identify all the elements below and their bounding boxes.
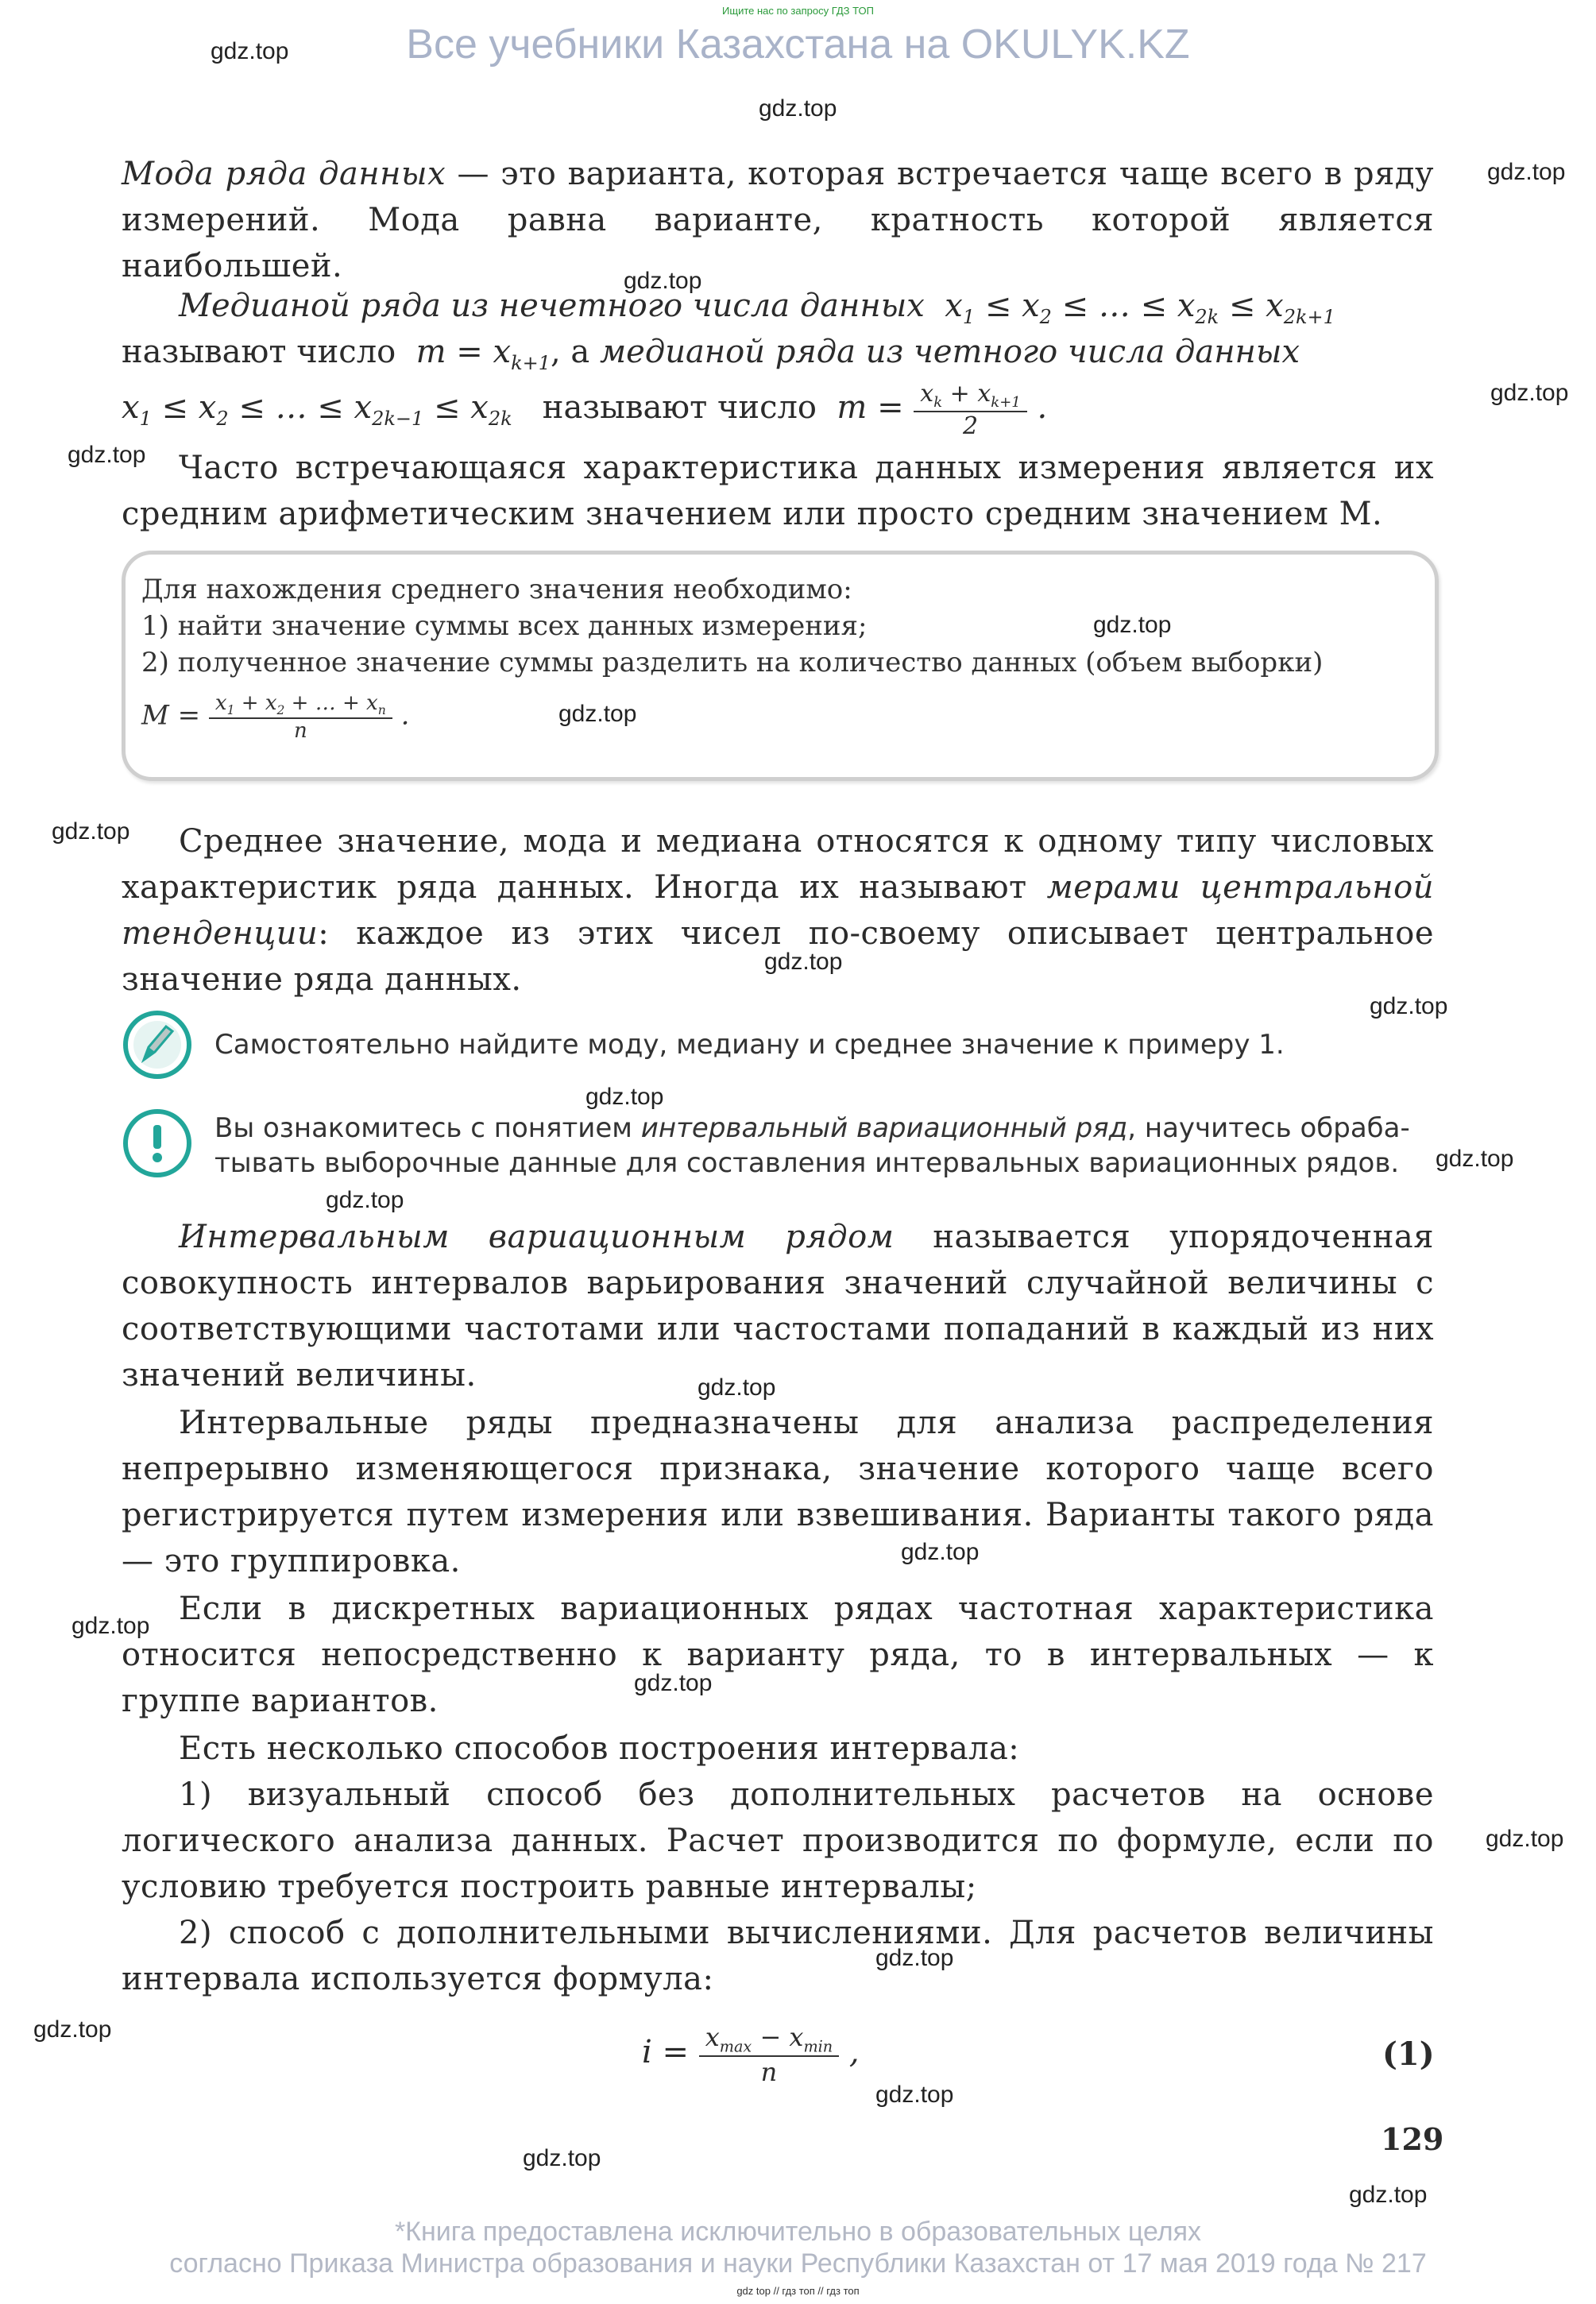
math-median-even: m = $\frac{x_k + x_{k+1}}{2}$ . <box>826 380 1048 440</box>
method-2-text: 2) способ с дополнительными вычислениями. Для расчетов величины интервала используется формула: <box>122 1915 1434 1997</box>
watermark: gdz.top <box>634 1670 713 1696</box>
method-1-text: 1) визуальный способ без дополнительных расчетов на основе логического анализа данных. Расчет производится по формуле, если по условию требуется построить равные интервалы; <box>122 1776 1434 1905</box>
note-learning-goal-line-2: тывать выборочные данные для составления интервальных вариационных рядов. <box>214 1147 1400 1179</box>
watermark: gdz.top <box>764 949 843 975</box>
conjunction: , а <box>551 334 590 370</box>
footer-line-2: согласно Приказа Министра образования и науки Республики Казахстан от 17 мая 2019 года № 217 <box>169 2248 1427 2279</box>
page-number: 129 <box>1381 2121 1444 2157</box>
watermark: gdz.top <box>71 1613 150 1639</box>
note-self-practice: Самостоятельно найдите моду, медиану и среднее значение к примеру 1. <box>214 1029 1285 1061</box>
watermark: gdz.top <box>211 38 289 64</box>
discrete-vs-interval-text: Если в дискретных вариационных рядах частотная характеристика относится непосредственно к варианту ряда, то в интервальных — к группе вариантов. <box>122 1591 1434 1719</box>
watermark: gdz.top <box>1349 2182 1428 2208</box>
median-odd-line <box>179 288 1335 328</box>
watermark: gdz.top <box>558 701 637 727</box>
watermark: gdz.top <box>1370 993 1448 1019</box>
note-goal-text-b: , научитесь обраба- <box>1127 1112 1410 1144</box>
paragraph-interval-definition <box>122 1214 1434 1398</box>
watermark: gdz.top <box>901 1539 980 1565</box>
watermark: gdz.top <box>33 2016 112 2043</box>
watermark: gdz.top <box>1490 380 1569 406</box>
paragraph-methods-intro <box>122 1726 1434 1772</box>
watermark: gdz.top <box>1093 612 1172 638</box>
paragraph-mode-definition <box>122 151 1434 289</box>
watermark: gdz.top <box>698 1374 776 1401</box>
rule-line-2: 1) найти значение суммы всех данных измерения; <box>141 610 868 642</box>
note-goal-text-a: Вы ознакомитесь с понятием <box>214 1112 632 1144</box>
paragraph-discrete-vs-interval <box>122 1586 1434 1724</box>
paragraph-interval-purpose <box>122 1400 1434 1584</box>
rule-line-1: Для нахождения среднего значения необходимо: <box>141 574 852 605</box>
watermark: gdz.top <box>68 442 146 468</box>
top-search-note: Ищите нас по запросу ГДЗ ТОП <box>722 5 874 17</box>
term-mode: Мода ряда данных <box>122 156 446 192</box>
watermark: gdz.top <box>523 2145 601 2171</box>
methods-intro-text: Есть несколько способов построения интервала: <box>179 1730 1020 1767</box>
watermark: gdz.top <box>759 95 837 122</box>
rule-line-3: 2) полученное значение суммы разделить на количество данных (объем выборки) <box>141 647 1324 678</box>
median-odd-tail: называют число <box>122 334 396 370</box>
paragraph-method-2 <box>122 1910 1434 2002</box>
paragraph-mean <box>122 445 1434 537</box>
math-even-sequence: $x_1 \le x_2$ ≤ … ≤ $x_{2k-1} \le x_{2k}$ <box>122 389 512 430</box>
interval-purpose-text: Интервальные ряды предназначены для анализа распределения непрерывно изменяющегося признака, значение которого чаще всего регистрируется путем измерения или взвешивания. Варианты такого ряда — это группировка. <box>122 1405 1434 1579</box>
watermark: gdz.top <box>1487 159 1566 185</box>
paragraph-central-tendency <box>122 818 1434 1003</box>
term-median-odd: Медианой ряда из нечетного числа данных <box>179 288 925 324</box>
pencil-icon <box>123 1011 191 1079</box>
term-central-tendency: мерами центральной тенденции <box>122 869 1434 952</box>
math-median-odd: $m = x_{k+1}$ <box>405 334 551 374</box>
note-learning-goal-line-1 <box>214 1112 1410 1144</box>
mode-definition-text: — это варианта, которая встречается чаще всего в ряду измерений. Мода равна варианте, кратность которой является наибольшей. <box>122 156 1435 284</box>
interval-formula: i = $\frac{x_{max} - x_{min}}{n}$ , <box>642 2022 860 2088</box>
watermark: gdz.top <box>326 1187 404 1213</box>
site-banner[interactable]: Все учебники Казахстана на OKULYK.KZ <box>406 21 1190 68</box>
footer-tiny-links[interactable]: gdz top // гдз топ // гдз топ <box>736 2285 860 2297</box>
formula-number: (1) <box>1382 2035 1435 2073</box>
math-odd-sequence: $x_1 \le x_2$ ≤ … ≤ $x_{2k} \le x_{2k+1}$ <box>934 288 1335 328</box>
median-even-line <box>122 334 1300 374</box>
watermark: gdz.top <box>1486 1826 1564 1852</box>
footer-line-1: *Книга предоставлена исключительно в образовательных целях <box>394 2217 1202 2247</box>
term-interval-series: интервальный вариационный ряд <box>640 1112 1128 1144</box>
median-even-formula-line <box>122 380 1047 440</box>
paragraph-method-1 <box>122 1772 1434 1910</box>
exclamation-icon <box>123 1109 191 1177</box>
central-tendency-text-b: : каждое из этих чисел по-своему описывает центральное значение ряда данных. <box>122 915 1434 998</box>
term-median-even: медианой ряда из четного числа данных <box>600 334 1300 370</box>
interval-definition-text: называется упорядоченная совокупность интервалов варьирования значений случайной величины с соответствующими частотами или частостами попаданий в каждый из них значений величины. <box>122 1219 1434 1394</box>
watermark: gdz.top <box>875 1945 954 1971</box>
term-interval-variation-series: Интервальным вариационным рядом <box>179 1219 895 1255</box>
mean-text: Часто встречающаяся характеристика данных измерения является их средним арифметическим значением или просто средним значением M. <box>122 450 1434 532</box>
watermark: gdz.top <box>1436 1146 1514 1172</box>
watermark: gdz.top <box>875 2082 954 2108</box>
median-even-tail: называют число <box>542 389 817 426</box>
mean-formula: M = $\frac{x_1 + x_2 + \dots + x_n}{n}$ . <box>141 691 410 744</box>
watermark: gdz.top <box>52 818 130 845</box>
watermark: gdz.top <box>624 268 702 294</box>
watermark: gdz.top <box>585 1084 664 1110</box>
central-tendency-text-a: Среднее значение, мода и медиана относятся к одному типу числовых характеристик ряда данных. Иногда их называют <box>122 823 1434 906</box>
